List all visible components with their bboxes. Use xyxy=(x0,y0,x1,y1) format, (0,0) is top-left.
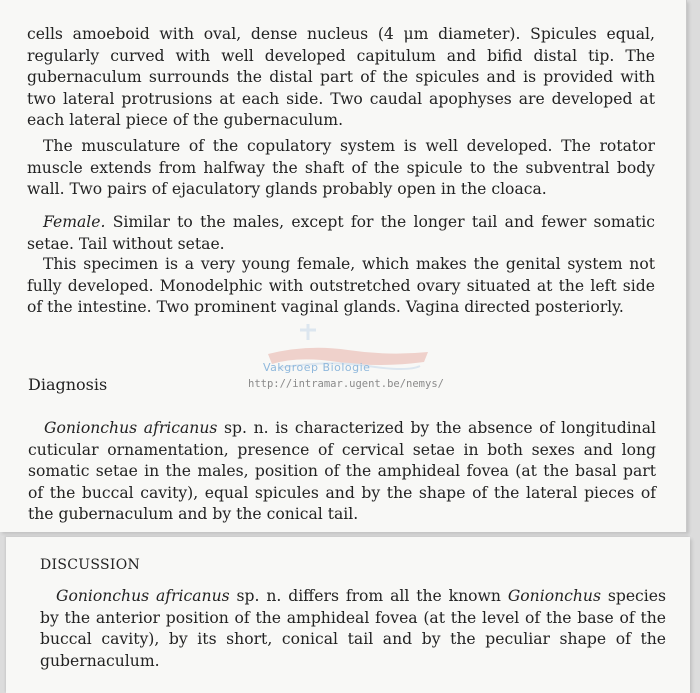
section-heading-discussion: DISCUSSION xyxy=(40,557,141,573)
female-label: Female. xyxy=(43,213,106,231)
watermark-label: Vakgroep Biologie xyxy=(263,361,371,374)
species-name: Gonionchus africanus xyxy=(44,419,218,437)
genus-name: Gonionchus xyxy=(507,587,601,605)
discussion-text: species by the anterior position of the amphideal fovea (at the level of the base of the buccal cavity), by its short, conical tail and by the peculiar shape of the gubernaculum. xyxy=(40,587,667,670)
paragraph-diagnosis xyxy=(28,418,656,526)
paragraph-musculature: The musculature of the copulatory system is well developed. The rotator muscle extends from halfway the shaft of the spicule to the subventral body wall. Two pairs of ejaculatory glands probably open in the cloaca. xyxy=(27,137,655,198)
diagnosis-text: sp. n. is characterized by the absence of longitudinal cuticular ornamentation, presence of cervical setae in both sexes and long somatic setae in the males, position of the amphideal fovea (at the basal part of the buccal cavity), equal spicules and by the shape of the lateral pieces of the gubernaculum and by the conical tail. xyxy=(28,419,656,523)
paragraph-young-female: This specimen is a very young female, which makes the genital system not fully developed. Monodelphic with outstretched ovary situated at the left side of the intestine. Two prominent vaginal glands. Vagina directed posteriorly. xyxy=(27,255,655,316)
female-text: Similar to the males, except for the longer tail and fewer somatic setae. Tail without setae. xyxy=(27,213,655,253)
paragraph-discussion xyxy=(40,586,666,672)
paragraph-spicules: cells amoeboid with oval, dense nucleus (4 μm diameter). Spicules equal, regularly curved with well developed capitulum and bifid distal tip. The gubernaculum surrounds the distal part of the spicules and is provided with two lateral protrusions at each side. Two caudal apophyses are developed at each lateral piece of the gubernaculum. xyxy=(27,25,655,129)
species-name: Gonionchus africanus xyxy=(56,587,230,605)
discussion-text: sp. n. differs from all the known xyxy=(229,587,508,605)
paragraph-female xyxy=(27,212,655,255)
section-heading-diagnosis: Diagnosis xyxy=(28,375,108,394)
watermark-url: http://intramar.ugent.be/nemys/ xyxy=(248,378,444,390)
